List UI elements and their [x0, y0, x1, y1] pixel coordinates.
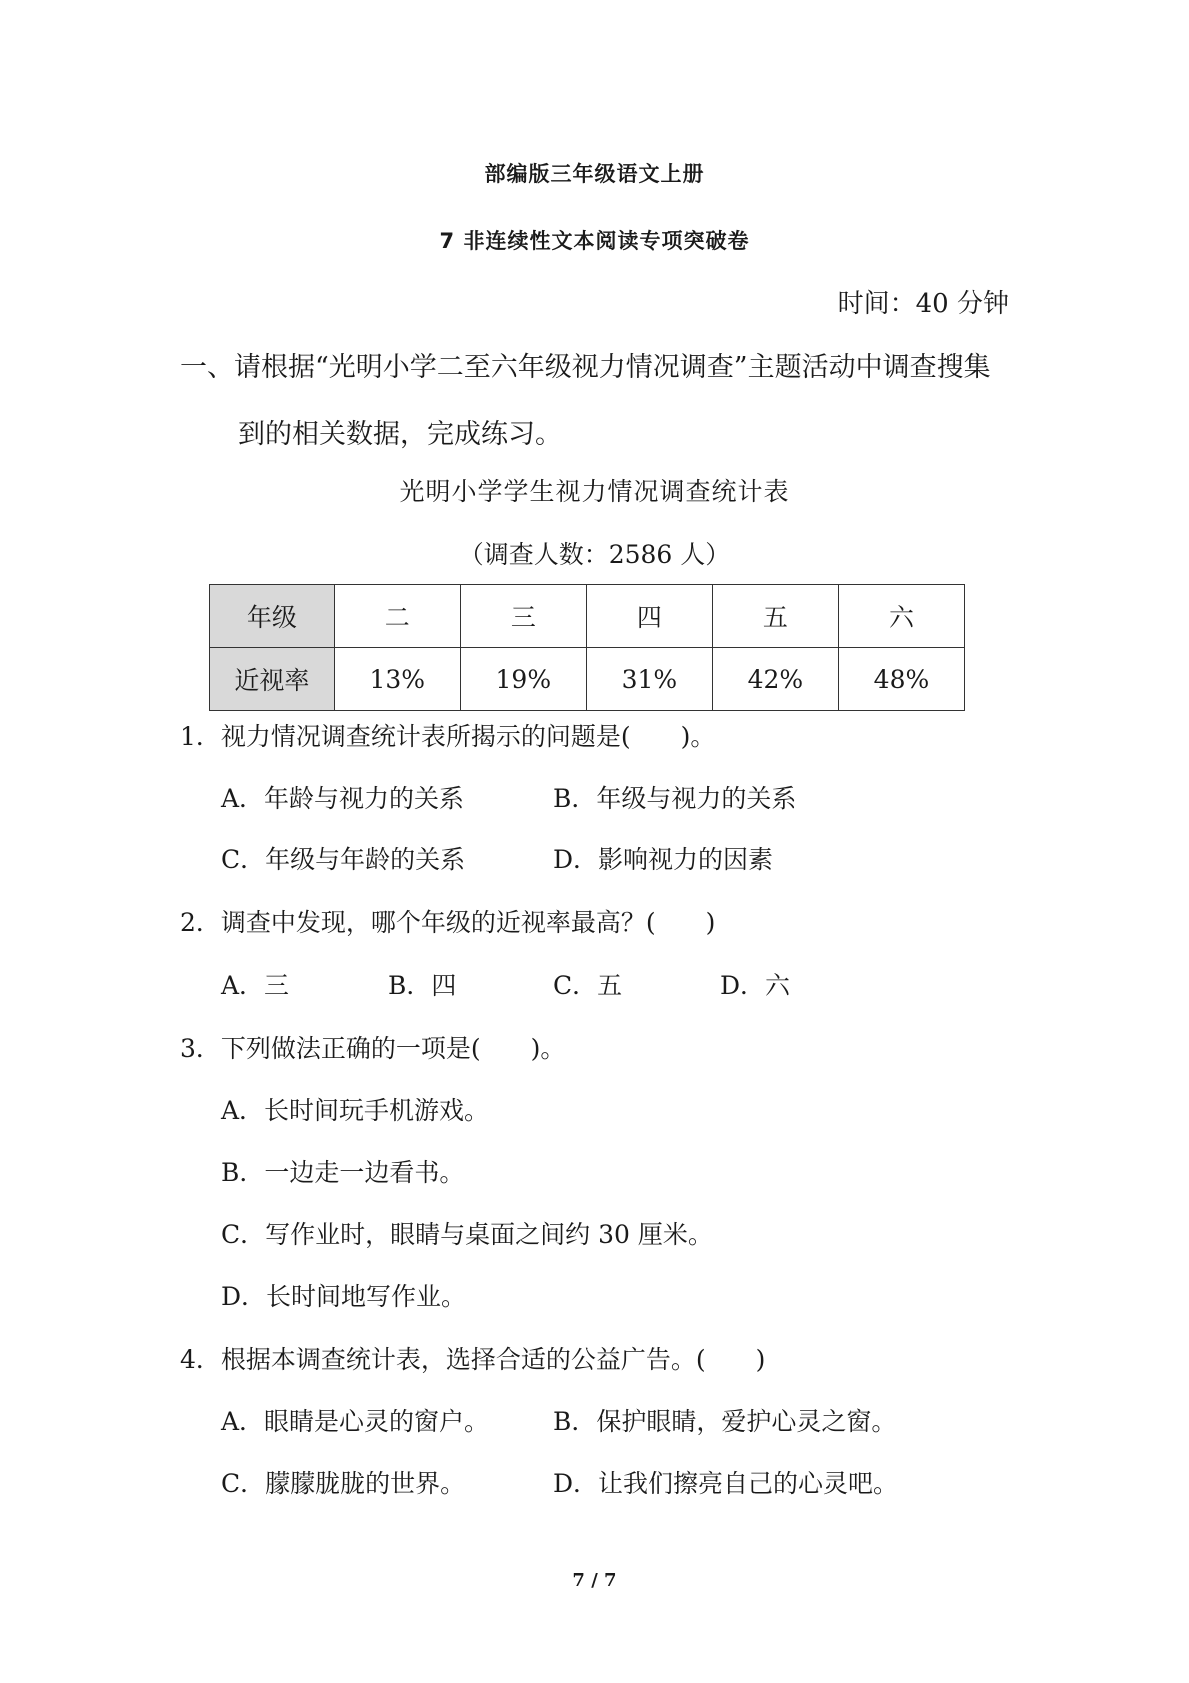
question-4-option-d: D．让我们擦亮自己的心灵吧。 — [553, 1469, 899, 1498]
section-intro-line2: 到的相关数据，完成练习。 — [238, 419, 562, 450]
section-intro-line1: 一、请根据“光明小学二至六年级视力情况调查”主题活动中调查搜集 — [180, 352, 991, 383]
question-1-option-b: B．年级与视力的关系 — [553, 784, 797, 813]
rate-cell: 31% — [586, 648, 712, 711]
document-subtitle: 7 非连续性文本阅读专项突破卷 — [439, 229, 750, 253]
grade-cell: 四 — [586, 585, 712, 648]
question-4-option-c: C．朦朦胧胧的世界。 — [221, 1469, 466, 1498]
question-4: 4．根据本调查统计表，选择合适的公益广告。( ) — [180, 1345, 766, 1374]
row-header-grade: 年级 — [210, 585, 335, 648]
grade-cell: 五 — [712, 585, 838, 648]
question-1: 1．视力情况调查统计表所揭示的问题是( )。 — [180, 722, 716, 751]
question-3-option-b: B．一边走一边看书。 — [221, 1158, 465, 1187]
question-3: 3．下列做法正确的一项是( )。 — [180, 1034, 566, 1063]
question-1-option-d: D．影响视力的因素 — [553, 845, 774, 874]
table-subtitle: （调查人数：2586 人） — [458, 540, 731, 569]
question-3-option-c: C．写作业时，眼睛与桌面之间约 30 厘米。 — [221, 1220, 713, 1249]
question-2-option-a: A．三 — [221, 971, 290, 1000]
table-row-rates — [210, 648, 965, 711]
document-title: 部编版三年级语文上册 — [484, 162, 705, 186]
question-2: 2．调查中发现，哪个年级的近视率最高？( ) — [180, 908, 716, 937]
grade-cell: 二 — [334, 585, 460, 648]
grade-cell: 三 — [460, 585, 586, 648]
rate-cell: 19% — [460, 648, 586, 711]
question-4-option-b: B．保护眼睛，爱护心灵之窗。 — [553, 1407, 897, 1436]
vision-stats-table — [209, 584, 965, 711]
rate-cell: 42% — [712, 648, 838, 711]
time-limit: 时间：40 分钟 — [837, 289, 1009, 319]
table-row-grades — [210, 585, 965, 648]
grade-cell: 六 — [838, 585, 964, 648]
question-2-option-c: C．五 — [553, 971, 623, 1000]
table-title: 光明小学学生视力情况调查统计表 — [399, 477, 790, 506]
question-1-option-c: C．年级与年龄的关系 — [221, 845, 466, 874]
rate-cell: 48% — [838, 648, 964, 711]
question-3-option-a: A．长时间玩手机游戏。 — [221, 1096, 490, 1125]
page-number: 7 / 7 — [572, 1570, 617, 1591]
question-1-option-a: A．年龄与视力的关系 — [221, 784, 465, 813]
question-2-option-d: D．六 — [720, 971, 791, 1000]
row-header-myopia-rate: 近视率 — [210, 648, 335, 711]
rate-cell: 13% — [334, 648, 460, 711]
question-3-option-d: D．长时间地写作业。 — [221, 1282, 467, 1311]
question-4-option-a: A．眼睛是心灵的窗户。 — [221, 1407, 490, 1436]
question-2-option-b: B．四 — [388, 971, 457, 1000]
